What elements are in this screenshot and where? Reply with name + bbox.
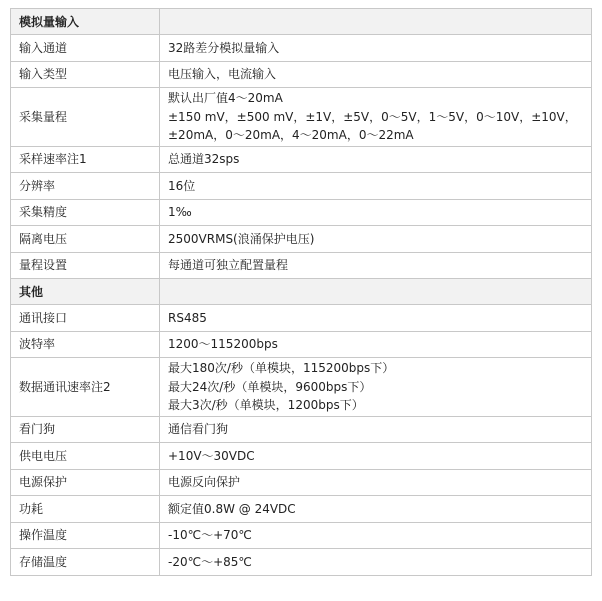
table-row (11, 331, 592, 358)
spec-label: 采集精度 (11, 199, 160, 226)
spec-label: 存储温度 (11, 549, 160, 576)
spec-label: 看门狗 (11, 416, 160, 443)
spec-value-line: 最大3次/秒（单模块，1200bps下） (168, 398, 364, 412)
table-row (11, 61, 592, 88)
spec-value-line: 电压输入，电流输入 (168, 67, 277, 81)
spec-value (160, 522, 592, 549)
spec-label: 采集量程 (11, 88, 160, 147)
section-header-row (11, 9, 592, 35)
table-row (11, 252, 592, 279)
spec-value-line: 每通道可独立配置量程 (168, 258, 289, 272)
spec-label: 分辨率 (11, 173, 160, 200)
spec-value-line: ±20mA，0～20mA，4～20mA，0～22mA (168, 128, 414, 142)
table-row (11, 549, 592, 576)
spec-value-line: 最大180次/秒（单模块，115200bps下） (168, 361, 395, 375)
spec-value (160, 199, 592, 226)
section-header-blank (160, 9, 592, 35)
spec-value-line: 默认出厂值4～20mA (168, 91, 283, 105)
spec-value-line: 32路差分模拟量输入 (168, 40, 280, 55)
spec-value (160, 358, 592, 417)
spec-label: 功耗 (11, 496, 160, 523)
spec-label: 输入类型 (11, 61, 160, 88)
spec-value (160, 61, 592, 88)
spec-value (160, 173, 592, 200)
spec-value (160, 416, 592, 443)
table-row (11, 522, 592, 549)
spec-value-line: 16位 (168, 178, 196, 193)
spec-value-line: 总通道32sps (168, 152, 240, 166)
table-row (11, 146, 592, 173)
spec-label: 数据通讯速率注2 (11, 358, 160, 417)
spec-value (160, 469, 592, 496)
spec-label: 供电电压 (11, 443, 160, 470)
spec-value (160, 305, 592, 332)
spec-value-line: 1‰ (168, 205, 192, 219)
spec-value (160, 496, 592, 523)
spec-label: 采样速率注1 (11, 146, 160, 173)
spec-value (160, 88, 592, 147)
table-row (11, 305, 592, 332)
section-header-row (11, 279, 592, 305)
spec-value-line: ±150 mV，±500 mV，±1V，±5V，0～5V，1～5V，0～10V，±10V， (168, 109, 577, 124)
table-row (11, 469, 592, 496)
table-row (11, 88, 592, 147)
spec-value (160, 331, 592, 358)
table-row (11, 199, 592, 226)
spec-value (160, 443, 592, 470)
spec-value-line: -20℃～+85℃ (168, 554, 252, 569)
section-title: 模拟量输入 (11, 9, 160, 35)
spec-label: 波特率 (11, 331, 160, 358)
spec-value-line: -10℃～+70℃ (168, 528, 252, 542)
spec-label: 操作温度 (11, 522, 160, 549)
section-header-blank (160, 279, 592, 305)
spec-table (10, 8, 592, 576)
table-row (11, 358, 592, 417)
spec-value-line: 2500VRMS(浪涌保护电压) (168, 231, 315, 246)
spec-value-line: 最大24次/秒（单模块，9600bps下） (168, 379, 372, 394)
table-row (11, 443, 592, 470)
spec-label: 通讯接口 (11, 305, 160, 332)
spec-value-line: RS485 (168, 310, 207, 325)
section-title: 其他 (11, 279, 160, 305)
spec-value (160, 226, 592, 253)
spec-label: 量程设置 (11, 252, 160, 279)
spec-label: 输入通道 (11, 35, 160, 62)
spec-value (160, 146, 592, 173)
spec-value (160, 549, 592, 576)
spec-value-line: 额定值0.8W @ 24VDC (168, 501, 296, 516)
table-row (11, 416, 592, 443)
table-row (11, 496, 592, 523)
spec-value-line: 通信看门狗 (168, 422, 229, 436)
table-row (11, 173, 592, 200)
spec-value-line: +10V～30VDC (168, 448, 255, 463)
spec-value (160, 252, 592, 279)
spec-value-line: 电源反向保护 (168, 475, 241, 489)
table-row (11, 226, 592, 253)
spec-value (160, 35, 592, 62)
spec-label: 隔离电压 (11, 226, 160, 253)
table-row (11, 35, 592, 62)
spec-value-line: 1200～115200bps (168, 337, 278, 351)
spec-table-body (11, 9, 592, 576)
spec-label: 电源保护 (11, 469, 160, 496)
